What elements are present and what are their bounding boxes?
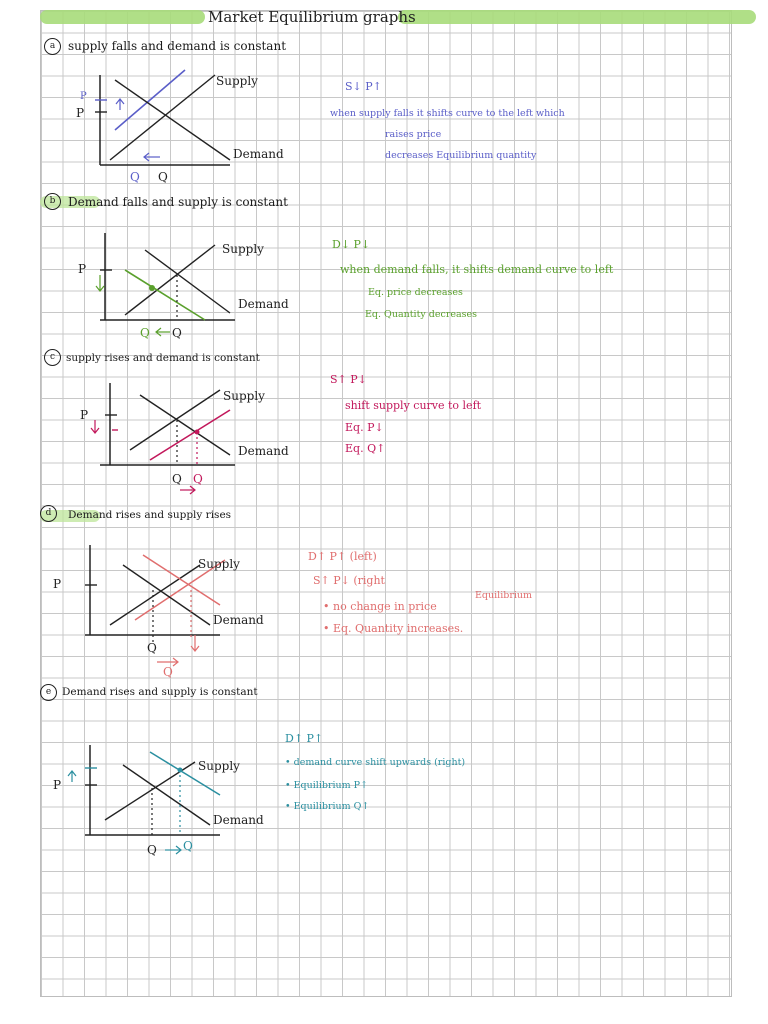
- graph-d: [45, 540, 295, 680]
- quantity-label-new: Q: [183, 839, 193, 853]
- section-badge-b: b: [44, 193, 61, 210]
- note-d-3: Equilibrium: [475, 590, 533, 601]
- note-d-5: • Eq. Quantity increases.: [323, 622, 464, 635]
- note-b-1: D↓ P↓: [332, 238, 371, 251]
- demand-label: Demand: [213, 813, 264, 827]
- price-label: P: [78, 262, 87, 276]
- note-b-4: Eq. Quantity decreases: [365, 309, 478, 320]
- supply-curve-shifted: [150, 410, 230, 460]
- equilibrium-point-new: [178, 768, 183, 773]
- supply-label: Supply: [198, 759, 240, 773]
- title-highlight-right: [398, 10, 756, 24]
- supply-label: Supply: [198, 557, 240, 571]
- demand-curve: [140, 395, 230, 455]
- note-a-1: S↓ P↑: [345, 80, 382, 93]
- demand-label: Demand: [233, 147, 284, 161]
- supply-curve: [130, 390, 220, 450]
- note-b-2: when demand falls, it shifts demand curve to left: [340, 263, 614, 276]
- note-e-3: • Equilibrium P↑: [285, 780, 369, 791]
- graph-b: [70, 225, 310, 345]
- supply-label: Supply: [223, 389, 265, 403]
- note-c-4: Eq. Q↑: [345, 442, 386, 455]
- demand-label: Demand: [213, 613, 264, 627]
- demand-curve: [123, 765, 210, 825]
- demand-label: Demand: [238, 444, 289, 458]
- note-a-2: when supply falls it shifts curve to the left which: [330, 108, 565, 119]
- equilibrium-point-new: [149, 285, 155, 291]
- price-label: P: [53, 577, 62, 591]
- note-d-1: D↑ P↑ (left): [308, 550, 377, 563]
- note-a-4: decreases Equilibrium quantity: [385, 150, 537, 161]
- quantity-label-new: Q: [193, 472, 203, 486]
- note-e-2: • demand curve shift upwards (right): [285, 757, 466, 768]
- note-c-1: S↑ P↓: [330, 373, 367, 386]
- note-c-3: Eq. P↓: [345, 421, 384, 434]
- price-label: P: [76, 106, 85, 120]
- note-c-2: shift supply curve to left: [345, 399, 482, 412]
- quantity-label: Q: [147, 843, 157, 857]
- quantity-label: Q: [158, 170, 168, 184]
- demand-label: Demand: [238, 297, 289, 311]
- graph-e: [45, 740, 295, 865]
- supply-label: Supply: [222, 242, 264, 256]
- supply-curve: [125, 245, 215, 315]
- page-title: Market Equilibrium graphs: [208, 8, 416, 26]
- note-e-4: • Equilibrium Q↑: [285, 801, 370, 812]
- quantity-label-new: Q: [140, 326, 150, 340]
- quantity-label: Q: [147, 641, 157, 655]
- quantity-label: Q: [172, 326, 182, 340]
- quantity-label-new: Q: [163, 665, 173, 679]
- note-d-4: • no change in price: [323, 600, 437, 613]
- section-a-heading: supply falls and demand is constant: [68, 39, 287, 53]
- supply-label: Supply: [216, 74, 258, 88]
- section-b-heading: Demand falls and supply is constant: [68, 195, 288, 209]
- title-highlight-left: [40, 10, 205, 24]
- demand-curve-shifted: [125, 270, 205, 320]
- quantity-label-new: Q: [130, 170, 140, 184]
- demand-curve: [145, 250, 230, 313]
- supply-curve: [110, 565, 200, 625]
- note-e-1: D↑ P↑: [285, 732, 324, 745]
- section-badge-d: d: [40, 505, 57, 522]
- demand-curve: [123, 565, 210, 625]
- section-c-heading: supply rises and demand is constant: [66, 352, 260, 364]
- graph-a: [70, 65, 310, 190]
- section-d-heading: Demand rises and supply rises: [68, 509, 232, 521]
- price-label: P: [80, 408, 89, 422]
- price-label: P: [53, 778, 62, 792]
- graph-c: [70, 375, 310, 500]
- equilibrium-point-new: [195, 430, 200, 435]
- demand-curve: [115, 80, 230, 160]
- note-d-2: S↑ P↓ (right: [313, 574, 385, 587]
- price-label-new: P: [80, 91, 87, 102]
- note-b-3: Eq. price decreases: [368, 287, 463, 298]
- section-e-heading: Demand rises and supply is constant: [62, 686, 258, 698]
- note-a-3: raises price: [385, 129, 442, 140]
- quantity-label: Q: [172, 472, 182, 486]
- section-badge-c: c: [44, 349, 61, 366]
- section-badge-a: a: [44, 38, 61, 55]
- section-badge-e: e: [40, 684, 57, 701]
